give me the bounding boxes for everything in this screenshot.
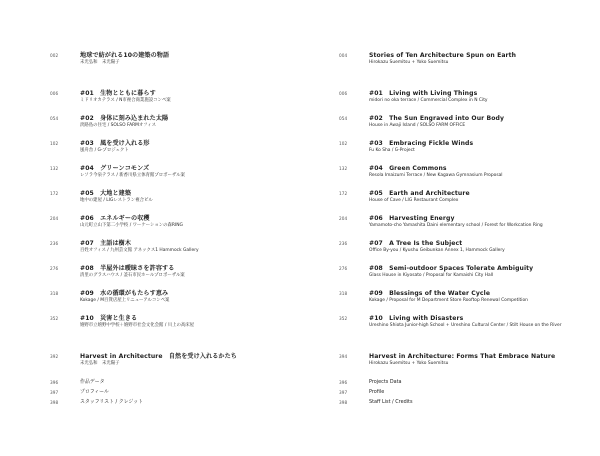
page-number: 398 [50,400,59,405]
page-number: 172 [50,191,59,196]
page-number: 236 [339,241,348,246]
page-number: 352 [339,316,348,321]
entry-subtitle: 嬉野市立嬉野中学校＋嬉野市社会文化会館 / 川上の高床屋 [80,323,195,328]
entry-subtitle: Kokage / Proposal for M Department Store Rooftop Renewal Competition [369,298,528,303]
page-number: 352 [50,316,59,321]
entry-subtitle: Hirokazu Suemitsu + Yoko Suemitsu [369,60,449,65]
entry-title: #03 風を受け入れる形 [80,140,150,147]
entry-subtitle: レソラ今泉テラス / 新香川県立体育館プロポーザル案 [80,173,185,178]
entry-title: 作品データ [80,379,105,385]
entry-subtitle: House of Cave / LIG Restaurant Complex [369,198,459,203]
page-number: 396 [50,380,59,385]
entry-title: #08 Semi-outdoor Spaces Tolerate Ambiguity [369,265,534,272]
page-number: 172 [339,191,348,196]
entry-subtitle: Hirokazu Suemitsu + Yoko Suemitsu [369,361,449,366]
page-number: 276 [339,266,348,271]
entry-title: 地球で紡がれる10の建築の物語 [80,52,170,59]
entry-subtitle: 末光弘和 末光陽子 [80,361,120,366]
entry-subtitle: midori no oka terrace / Commercial Complex in N City [369,98,488,103]
entry-title: #07 主語は樹木 [80,240,132,247]
entry-subtitle: ミドリオカテラス / N市複合商業施設コンペ案 [80,98,171,103]
entry-subtitle: 山元町立山下第二小学校 / ワーケーションの森RING [80,223,183,228]
page-number: 204 [339,216,348,221]
page-number: 132 [50,166,59,171]
entry-title: #10 災害と生きる [80,315,138,322]
entry-subtitle: Kokage / M百貨店屋上リニューアルコンペ案 [80,298,170,303]
entry-title: #02 身体に刻み込まれた太陽 [80,115,169,122]
entry-subtitle: 地中の建屋 / LIGレストラン複合ビル [80,198,153,203]
entry-title: #06 エネルギーの収穫 [80,215,150,222]
entry-subtitle: Yamamoto-cho Yamashita Daini elementary school / Forest for Workcation Ring [369,223,543,228]
page-number: 006 [50,91,59,96]
entry-subtitle: Office By-you / Kyushu Geibunkan Annex 1, Hammock Gallery [369,248,505,253]
page-number: 132 [339,166,348,171]
entry-title: #05 大地と建築 [80,190,132,197]
entry-title: Stories of Ten Architecture Spun on Earth [369,52,517,59]
entry-title: スタッフリスト / クレジット [80,399,144,405]
entry-title: #09 水の循環がもたらす恵み [80,290,169,297]
page-number: 398 [339,400,348,405]
page-number: 054 [339,116,348,121]
entry-title: #10 Living with Disasters [369,315,464,322]
page-number: 318 [50,291,59,296]
entry-title: #09 Blessings of the Water Cycle [369,290,491,297]
entry-title: #02 The Sun Engraved into Our Body [369,115,505,122]
page-number: 204 [50,216,59,221]
page-number: 396 [339,380,348,385]
entry-subtitle: 淡路島の住宅 / SOLSO FARMオフィス [80,123,156,128]
page-number: 006 [339,91,348,96]
entry-title: Harvest in Architecture 自然を受け入れるかたち [80,353,237,360]
page-number: 054 [50,116,59,121]
entry-subtitle: Fu Ko Sha / G-Project [369,148,415,153]
entry-title: #04 Green Commons [369,165,447,172]
entry-title: #04 グリーンコモンズ [80,165,150,172]
entry-subtitle: 風舟舎 / G-プロジェクト [80,148,129,153]
entry-title: Staff List / Credits [369,399,413,405]
entry-title: プロフィール [80,389,109,395]
entry-title: #05 Earth and Architecture [369,190,470,197]
entry-title: #01 生物とともに暮らす [80,90,156,97]
page-number: 276 [50,266,59,271]
entry-subtitle: Resola Imaizumi Terrace / New Kagawa Gymnasium Proposal [369,173,503,178]
page-number: 318 [339,291,348,296]
entry-title: Harvest in Architecture: Forms That Embrace Nature [369,353,556,360]
entry-title: Profile [369,389,385,395]
entry-title: Projects Data [369,379,402,385]
entry-title: #07 A Tree Is the Subject [369,240,463,247]
page-number: 397 [339,390,348,395]
entry-subtitle: Glass House in Kiyosato / Proposal for Kamaishi City Hall [369,273,494,278]
entry-subtitle: 百姓オフィス / 九州芸文館 アネックス1 Hammock Gallery [80,248,199,253]
page-number: 002 [50,53,59,58]
entry-subtitle: 清里のグラスハウス / 釜石市民ホールプロポーザル案 [80,273,185,278]
page-number: 102 [50,141,59,146]
entry-title: #08 半屋外は曖昧さを許容する [80,265,175,272]
page-number: 394 [339,354,348,359]
page-number: 236 [50,241,59,246]
page-number: 397 [50,390,59,395]
page-number: 004 [339,53,348,58]
entry-subtitle: Ureshino Shiota Junior-high School + Ureshino Cultural Center / Stilt House on the River [369,323,562,328]
entry-title: #03 Embracing Fickle Winds [369,140,474,147]
page-number: 392 [50,354,59,359]
entry-title: #01 Living with Living Things [369,90,478,97]
entry-subtitle: House in Awaji Island / SOLSO FARM OFFICE [369,123,466,128]
entry-title: #06 Harvesting Energy [369,215,455,222]
entry-subtitle: 末光弘和 末光陽子 [80,60,120,65]
page-number: 102 [339,141,348,146]
